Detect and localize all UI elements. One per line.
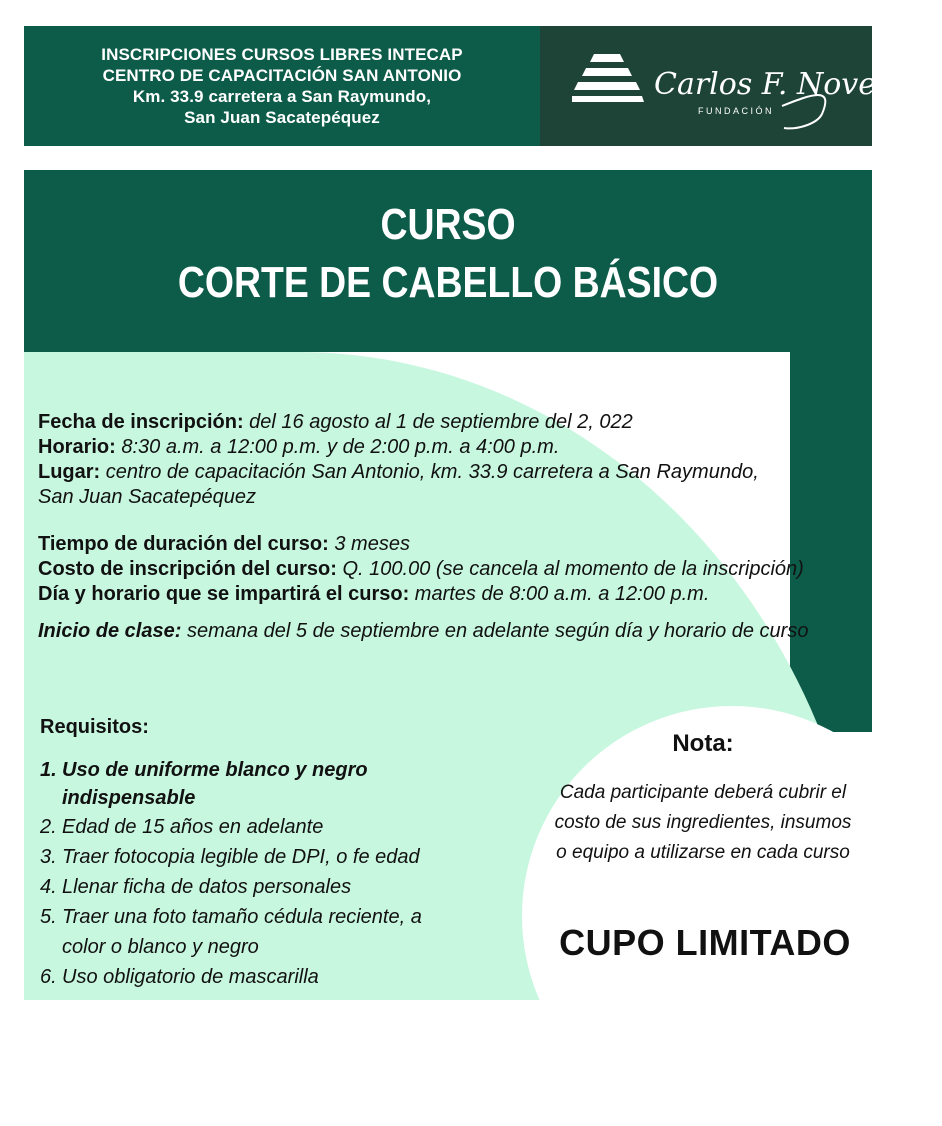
nota-body xyxy=(540,778,866,868)
info-costo xyxy=(38,557,828,582)
logo-sub: FUNDACIÓN xyxy=(698,106,774,116)
logo-stripe-1 xyxy=(590,54,624,62)
header-line-4: San Juan Sacatepéquez xyxy=(184,108,380,127)
costo-value: Q. 100.00 (se cancela al momento de la inscripción) xyxy=(336,558,804,580)
list-item: 4. Llenar ficha de datos personales xyxy=(40,876,352,898)
header-line-3: Km. 33.9 carretera a San Raymundo, xyxy=(132,87,432,106)
info-fecha xyxy=(38,410,828,435)
list-item: 5. Traer una foto tamaño cédula reciente, a color o blanco y negro xyxy=(40,906,422,958)
dia-value: martes de 8:00 a.m. a 12:00 p.m. xyxy=(409,583,710,605)
header-line-2: CENTRO DE CAPACITACIÓN SAN ANTONIO xyxy=(102,66,462,85)
requisitos-section xyxy=(40,712,460,992)
horario-label: Horario: xyxy=(38,436,116,458)
inicio-label: Inicio de clase: xyxy=(38,620,182,642)
fecha-label: Fecha de inscripción: xyxy=(38,411,244,433)
inicio-value: semana del 5 de septiembre en adelante según día y horario de curso xyxy=(181,620,809,642)
header-line-1: INSCRIPCIONES CURSOS LIBRES INTECAP xyxy=(101,45,463,64)
fundacion-logo xyxy=(572,44,914,128)
logo-panel xyxy=(540,26,914,146)
list-item: 6. Uso obligatorio de mascarilla xyxy=(40,966,319,988)
costo-label: Costo de inscripción del curso: xyxy=(38,558,337,580)
lugar-label: Lugar: xyxy=(38,461,101,483)
info-duracion xyxy=(38,532,828,557)
course-title-block xyxy=(24,170,872,352)
header-text xyxy=(24,26,540,146)
list-item: 3. Traer fotocopia legible de DPI, o fe edad xyxy=(40,846,420,868)
fecha-value: del 16 agosto al 1 de septiembre del 2, 022 xyxy=(243,411,633,433)
info-horario xyxy=(38,435,828,460)
duracion-value: 3 meses xyxy=(328,533,410,555)
lugar-value: centro de capacitación San Antonio, km. 33.9 carretera a San Raymundo, xyxy=(100,461,759,483)
horario-value: 8:30 a.m. a 12:00 p.m. y de 2:00 p.m. a 4:00 p.m. xyxy=(115,436,560,458)
logo-stripe-3 xyxy=(574,82,640,90)
logo-signature: Carlos F. Novella xyxy=(654,67,914,102)
requisitos-list xyxy=(40,756,460,992)
nota-line-2: costo de sus ingredientes, insumos xyxy=(554,812,852,833)
list-item: 2. Edad de 15 años en adelante xyxy=(40,816,324,838)
info-lugar-cont xyxy=(38,485,828,510)
title-line-1: CURSO xyxy=(380,200,516,249)
nota-line-1: Cada participante deberá cubrir el xyxy=(559,782,847,803)
duracion-label: Tiempo de duración del curso: xyxy=(38,533,329,555)
title-line-2: CORTE DE CABELLO BÁSICO xyxy=(177,258,719,307)
cupo-limitado: CUPO LIMITADO xyxy=(559,922,851,963)
nota-title: Nota: xyxy=(672,730,734,757)
list-item: 1. Uso de uniforme blanco y negro indispensable xyxy=(40,759,368,809)
nota-line-3: o equipo a utilizarse en cada curso xyxy=(556,842,850,863)
course-info xyxy=(38,410,828,644)
info-lugar xyxy=(38,460,828,485)
requisitos-heading: Requisitos: xyxy=(40,716,149,738)
logo-stripe-4 xyxy=(572,96,644,102)
dia-label: Día y horario que se impartirá el curso: xyxy=(38,583,410,605)
info-dia xyxy=(38,582,828,607)
info-inicio xyxy=(38,619,828,644)
header-banner xyxy=(24,26,914,146)
logo-stripe-2 xyxy=(582,68,632,76)
lugar-value-2: San Juan Sacatepéquez xyxy=(38,486,256,508)
nota-section xyxy=(540,730,866,868)
